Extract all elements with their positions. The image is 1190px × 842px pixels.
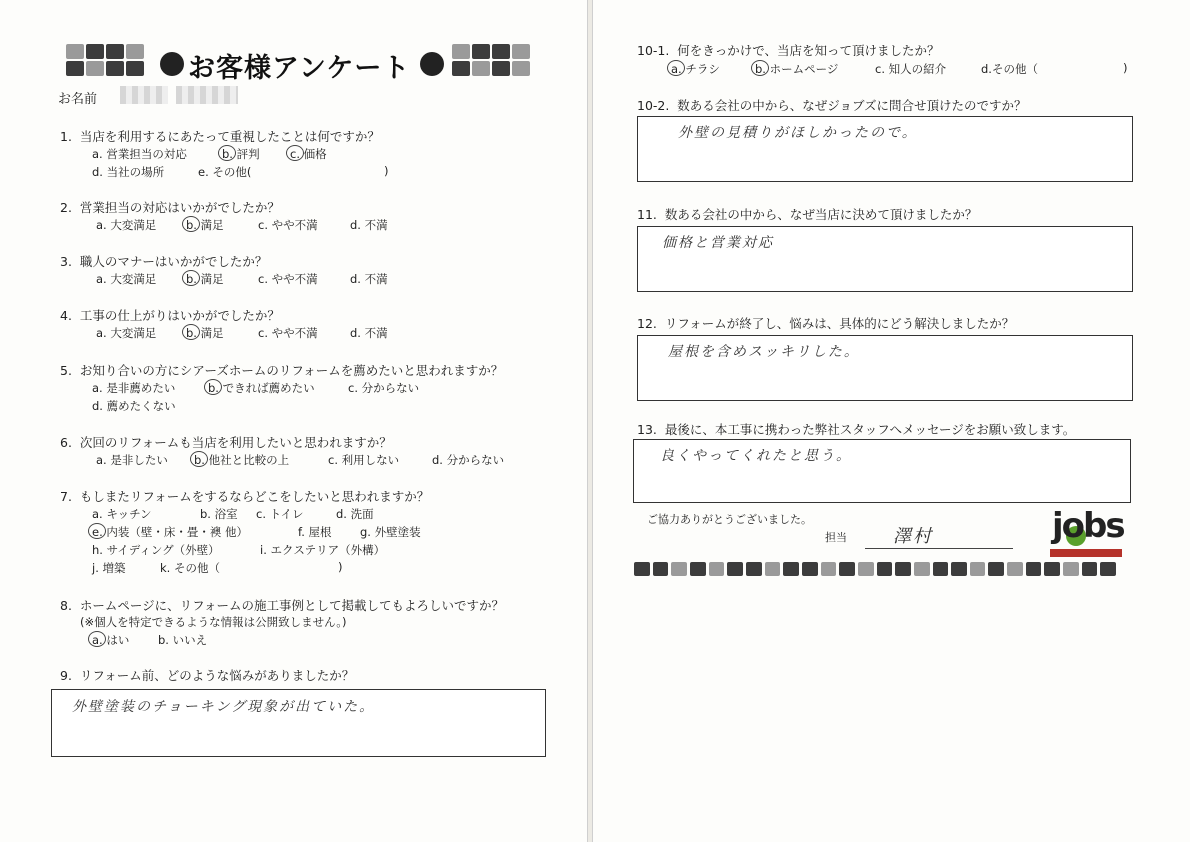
question-9: 9. リフォーム前、どのような悩みがありましたか？ <box>60 668 355 683</box>
option-j[interactable]: j. 増築 <box>92 561 126 575</box>
selection-circle-icon <box>88 631 106 647</box>
logo-subbar <box>1050 549 1122 557</box>
option-e[interactable]: e. 内装（壁・床・畳・襖 他） <box>92 524 248 540</box>
question-text: 次回のリフォームも当店を利用したいと思われますか？ <box>79 435 392 450</box>
question-5: 5. お知り合いの方にシアーズホームのリフォームを薦めたいと思われますか？ <box>60 363 504 378</box>
decor-tiles-right <box>452 44 530 76</box>
option-a[interactable]: a. はい <box>92 632 129 648</box>
question-text: 数ある会社の中から、なぜ当店に決めて頂けましたか？ <box>664 207 978 222</box>
question-text: リフォーム前、どのような悩みがありましたか？ <box>79 668 355 683</box>
question-text: 職人のマナーはいかがでしたか？ <box>79 254 268 269</box>
paren-close: ) <box>1123 61 1128 75</box>
option-c[interactable]: c. やや不満 <box>258 218 318 232</box>
question-13: 13. 最後に、本工事に携わった弊社スタッフへメッセージをお願い致します。 <box>637 422 1076 437</box>
option-b[interactable]: b. できれば薦めたい <box>208 380 315 396</box>
privacy-note: (※個人を特定できるような情報は公開致しません。) <box>80 615 347 629</box>
redacted-name <box>120 86 168 104</box>
option-g[interactable]: g. 外壁塗装 <box>360 525 421 539</box>
option-d[interactable]: d. 洗面 <box>336 507 374 521</box>
option-b[interactable]: b. 満足 <box>186 271 224 287</box>
bullet-dot-icon <box>420 52 444 76</box>
question-11: 11. 数ある会社の中から、なぜ当店に決めて頂けましたか？ <box>637 207 978 222</box>
question-10-1: 10-1. 何をきっかけで、当店を知って頂けましたか？ <box>637 43 940 58</box>
jobs-logo: jobs <box>1050 512 1122 558</box>
question-text: ホームページに、リフォームの施工事例として掲載してもよろしいですか？ <box>79 598 505 613</box>
question-text: 営業担当の対応はいかがでしたか？ <box>79 200 280 215</box>
option-b[interactable]: b. 満足 <box>186 325 224 341</box>
option-b[interactable]: b. 評判 <box>222 146 260 162</box>
staff-signature: 澤村 <box>893 526 933 547</box>
option-a[interactable]: a. キッチン <box>92 507 152 521</box>
selection-circle-icon <box>190 451 208 467</box>
thanks-message: ご協力ありがとうございました。 <box>647 513 812 526</box>
paren-close: ) <box>338 560 343 574</box>
survey-sheet-right <box>592 0 1190 842</box>
question-text: もしまたリフォームをするならどこをしたいと思われますか？ <box>79 489 430 504</box>
option-a[interactable]: a. 是非薦めたい <box>92 381 176 395</box>
selection-circle-icon <box>751 60 769 76</box>
question-text: 数ある会社の中から、なぜジョブズに問合せ頂けたのですか？ <box>677 98 1027 113</box>
decor-tiles-left <box>66 44 144 76</box>
option-a[interactable]: a. 営業担当の対応 <box>92 147 187 161</box>
survey-sheet-left <box>0 0 588 842</box>
question-4: 4. 工事の仕上がりはいかがでしたか？ <box>60 308 280 323</box>
question-text: 工事の仕上がりはいかがでしたか？ <box>79 308 280 323</box>
selection-circle-icon <box>667 60 685 76</box>
name-label: お名前 <box>58 92 98 107</box>
question-6: 6. 次回のリフォームも当店を利用したいと思われますか？ <box>60 435 392 450</box>
signature-line <box>865 548 1013 549</box>
option-b[interactable]: b. 浴室 <box>200 507 238 521</box>
option-e[interactable]: e. その他( <box>198 165 252 179</box>
option-c[interactable]: c. やや不満 <box>258 326 318 340</box>
option-d[interactable]: d. 薦めたくない <box>92 399 176 413</box>
bullet-dot-icon <box>160 52 184 76</box>
option-d[interactable]: d. 不満 <box>350 326 388 340</box>
handwritten-answer: 外壁塗装のチョーキング現象が出ていた。 <box>72 699 376 715</box>
selection-circle-icon <box>286 145 304 161</box>
selection-circle-icon <box>88 523 106 539</box>
option-c[interactable]: c. やや不満 <box>258 272 318 286</box>
decor-tiles-bottom <box>634 562 1116 576</box>
survey-title-row <box>66 44 536 82</box>
answer-box-9[interactable] <box>51 689 546 757</box>
answer-box-12[interactable] <box>637 335 1133 401</box>
option-b[interactable]: b. 満足 <box>186 217 224 233</box>
option-b[interactable]: b. いいえ <box>158 633 208 647</box>
option-a[interactable]: a. 大変満足 <box>96 272 157 286</box>
option-d[interactable]: d. 分からない <box>432 453 505 467</box>
handwritten-answer: 屋根を含めスッキリした。 <box>668 344 860 360</box>
option-c[interactable]: c. 分からない <box>348 381 420 395</box>
question-text: リフォームが終了し、悩みは、具体的にどう解決しましたか？ <box>664 316 1015 331</box>
option-d[interactable]: d. 不満 <box>350 218 388 232</box>
question-text: 何をきっかけで、当店を知って頂けましたか？ <box>677 43 940 58</box>
option-b[interactable]: b. ホームページ <box>755 61 838 77</box>
question-12: 12. リフォームが終了し、悩みは、具体的にどう解決しましたか？ <box>637 316 1015 331</box>
handwritten-answer: 外壁の見積りがほしかったので。 <box>678 125 918 141</box>
handwritten-answer: 価格と営業対応 <box>662 235 774 251</box>
question-8: 8. ホームページに、リフォームの施工事例として掲載してもよろしいですか？ <box>60 598 505 613</box>
paren-close: ) <box>384 164 389 178</box>
option-d[interactable]: d. 当社の場所 <box>92 165 165 179</box>
option-c[interactable]: c. トイレ <box>256 507 304 521</box>
option-i[interactable]: i. エクステリア（外構） <box>260 543 386 557</box>
question-text: お知り合いの方にシアーズホームのリフォームを薦めたいと思われますか？ <box>79 363 504 378</box>
option-d[interactable]: d.その他（ <box>981 62 1038 76</box>
option-a[interactable]: a. 大変満足 <box>96 326 157 340</box>
option-b[interactable]: b. 他社と比較の上 <box>194 452 289 468</box>
question-1: 1. 当店を利用するにあたって重視したことは何ですか？ <box>60 129 380 144</box>
question-text: 当店を利用するにあたって重視したことは何ですか？ <box>79 129 380 144</box>
option-h[interactable]: h. サイディング（外壁） <box>92 543 220 557</box>
question-7: 7. もしまたリフォームをするならどこをしたいと思われますか？ <box>60 489 430 504</box>
question-text: 最後に、本工事に携わった弊社スタッフへメッセージをお願い致します。 <box>664 422 1076 437</box>
selection-circle-icon <box>182 216 200 232</box>
question-10-2: 10-2. 数ある会社の中から、なぜジョブズに問合せ頂けたのですか？ <box>637 98 1027 113</box>
name-row <box>58 88 308 107</box>
staff-label: 担当 <box>825 531 847 544</box>
handwritten-answer: 良くやってくれたと思う。 <box>660 448 852 464</box>
option-c[interactable]: c. 価格 <box>290 146 327 162</box>
option-c[interactable]: c. 知人の紹介 <box>875 62 947 76</box>
answer-box-11[interactable] <box>637 226 1133 292</box>
option-d[interactable]: d. 不満 <box>350 272 388 286</box>
answer-box-13[interactable] <box>633 439 1131 503</box>
option-a[interactable]: a. 大変満足 <box>96 218 157 232</box>
option-a[interactable]: a. チラシ <box>671 61 720 77</box>
option-f[interactable]: f. 屋根 <box>298 525 332 539</box>
selection-circle-icon <box>182 324 200 340</box>
selection-circle-icon <box>204 379 222 395</box>
answer-box-10-2[interactable] <box>637 116 1133 182</box>
survey-title: お客様アンケート <box>188 53 411 84</box>
selection-circle-icon <box>218 145 236 161</box>
redacted-name <box>176 86 238 104</box>
option-a[interactable]: a. 是非したい <box>96 453 168 467</box>
selection-circle-icon <box>182 270 200 286</box>
question-2: 2. 営業担当の対応はいかがでしたか？ <box>60 200 280 215</box>
option-k[interactable]: k. その他（ <box>160 561 220 575</box>
question-3: 3. 職人のマナーはいかがでしたか？ <box>60 254 268 269</box>
option-c[interactable]: c. 利用しない <box>328 453 400 467</box>
